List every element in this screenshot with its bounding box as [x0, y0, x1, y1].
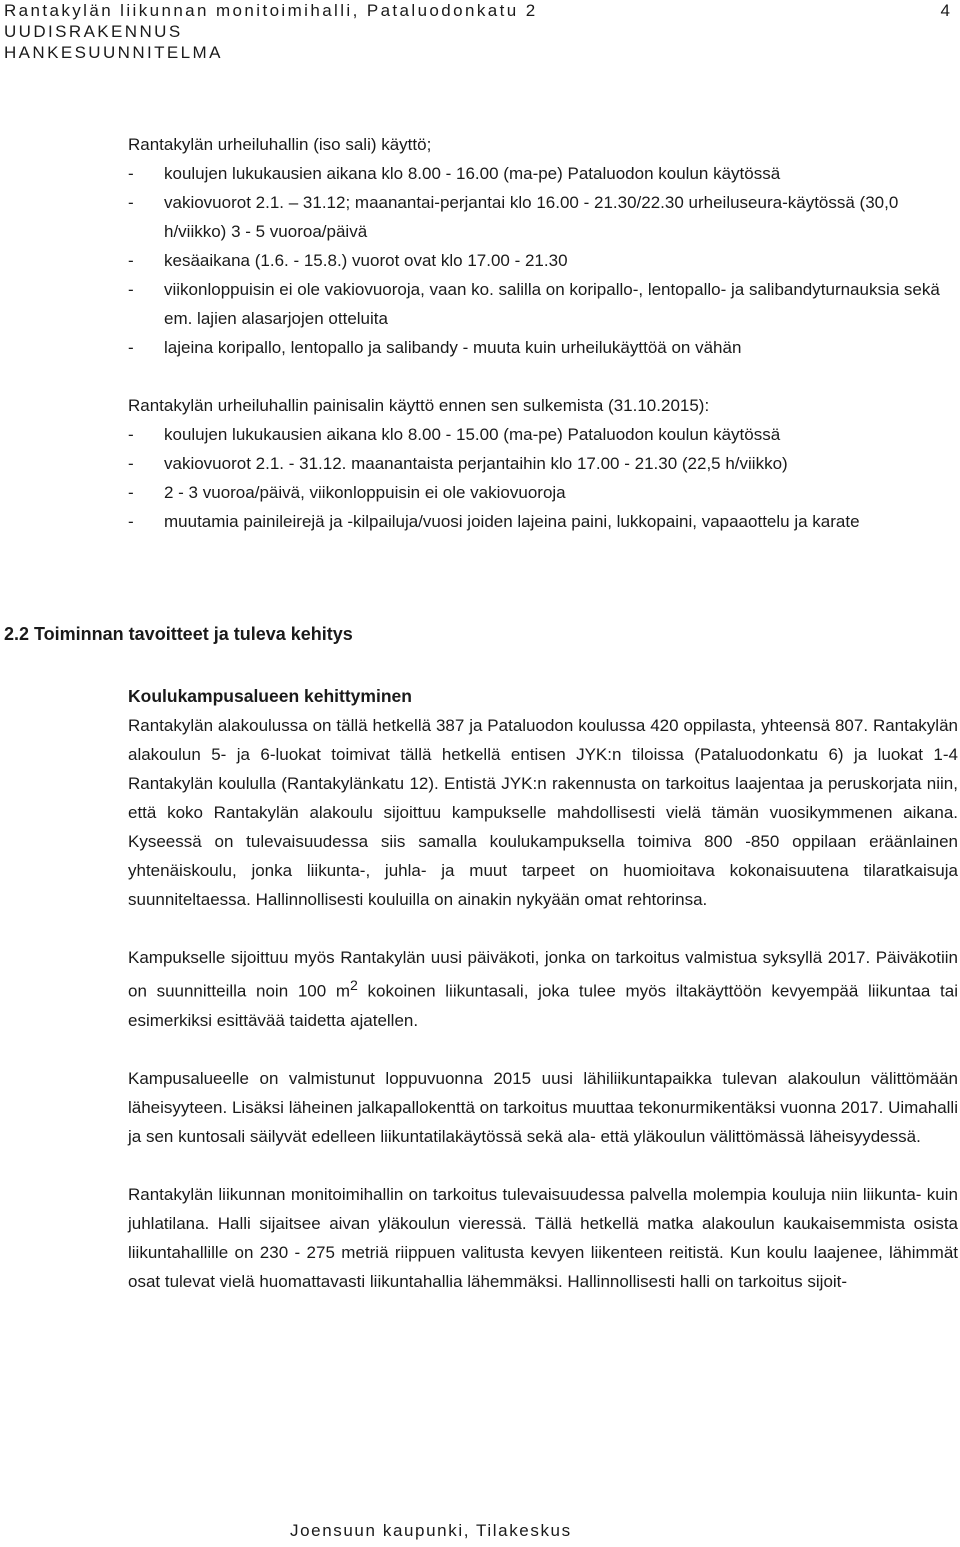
sub-heading: Koulukampusalueen kehittyminen [128, 686, 412, 706]
paragraph [128, 943, 958, 1035]
painisali-title: Rantakylän urheiluhallin painisalin käyttö ennen sen sulkemista (31.10.2015): [128, 396, 710, 415]
list-item: - vakiovuorot 2.1. – 31.12; maanantai-perjantai klo 16.00 - 21.30/22.30 urheiluseura-käytössä (30,0 h/viikko) 3 - 5 vuoroa/päivä [128, 188, 958, 246]
paragraph: Kampusalueelle on valmistunut loppuvuonna 2015 uusi lähiliikuntapaikka tulevan alakoulun välittömään läheisyyteen. Lisäksi läheinen jalkapallokenttä on tarkoitus muuttaa tekonurmikentäksi vuonna 2017. Uimahalli ja sen kuntosali säilyvät edelleen liikuntatilakäytössä sekä ala- että yläkoulun välittömässä läheisyydessä. [128, 1068, 958, 1146]
paragraph: Rantakylän alakoulussa on tällä hetkellä 387 ja Pataluodon koulussa 420 oppilasta, yhteensä 807. Rantakylän alakoulun 5- ja 6-luokat toimivat tällä hetkellä entisen JYK:n tiloissa (Pataluodonkatu 6) ja luokat 1-4 Rantakylän koululla (Rantakylänkatu 12). Entistä JYK:n rakennusta on tarkoitus laajentaa ja peruskorjata niin, että koko Rantakylän alakoulu sijoittuu kampukselle mahdollisesti vielä tämän vuosikymmenen aikana. Kyseessä on tulevaisuudessa siis samalla koulukampuksella toimiva 800 -850 oppilaan eräänlainen yhtenäiskoulu, jonka liikunta-, juhla- ja muut tarpeet on huomioitava kokonaisuutena tilaratkaisuja suunniteltaessa. Hallinnollisesti kouluilla on ainakin nykyään omat rehtorinsa. [128, 716, 958, 909]
list-item: - koulujen lukukausien aikana klo 8.00 - 15.00 (ma-pe) Pataluodon koulun käytössä [128, 420, 958, 449]
list-item: - viikonloppuisin ei ole vakiovuoroja, vaan ko. salilla on koripallo-, lentopallo- ja salibandyturnauksia sekä em. lajien alasarjojen otteluita [128, 275, 958, 333]
list-item: - muutamia painileirejä ja -kilpailuja/vuosi joiden lajeina paini, lukkopaini, vapaaottelu ja karate [128, 507, 958, 536]
paragraph-text: kokoinen liikuntasali, joka tulee myös iltakäyttöön kevyempää liikuntaa tai esimerkiksi esittävää taidetta ajatellen. [128, 981, 958, 1030]
list-item: - vakiovuorot 2.1. - 31.12. maanantaista perjantaihin klo 17.00 - 21.30 (22,5 h/viikko) [128, 449, 958, 478]
header-document-type: HANKESUUNNITELMA [4, 43, 223, 62]
section-body [128, 682, 958, 1296]
urheiluhalli-title: Rantakylän urheiluhallin (iso sali) käyttö; [128, 135, 432, 154]
usage-lists [128, 130, 958, 536]
painisali-list [128, 420, 958, 536]
section-heading: 2.2 Toiminnan tavoitteet ja tuleva kehitys [4, 624, 353, 644]
spacer [128, 362, 958, 391]
list-item: - 2 - 3 vuoroa/päivä, viikonloppuisin ei ole vakiovuoroja [128, 478, 958, 507]
page-number: 4 [940, 1, 950, 20]
urheiluhalli-list [128, 159, 958, 362]
page-footer: Joensuun kaupunki, Tilakeskus [290, 1521, 572, 1540]
superscript: 2 [350, 978, 358, 994]
header-project-type: UUDISRAKENNUS [4, 22, 183, 41]
paragraph: Rantakylän liikunnan monitoimihallin on tarkoitus tulevaisuudessa palvella molempia kouluja niin liikunta- kuin juhlatilana. Halli sijaitsee aivan yläkoulun vieressä. Tällä hetkellä matka alakoulun kaukaisemmista osista liikuntahallille on 230 - 275 metriä riippuen valitusta kevyen liikenteen reitistä. Kun koulu laajenee, lähimmät osat tulevat vielä huomattavasti liikuntahallia lähemmäksi. Hallinnollisesti halli on tarkoitus sijoit- [128, 1184, 958, 1291]
paragraph-text: Kampukselle sijoittuu myös Rantakylän uusi päiväkoti, jonka on tarkoitus valmistua syksyllä 2017. Päiväkotiin on suunnitteilla noin 100 m [128, 948, 958, 1001]
header-project-title: Rantakylän liikunnan monitoimihalli, Pataluodonkatu 2 [4, 1, 538, 20]
page-header [4, 0, 954, 63]
list-item: - lajeina koripallo, lentopallo ja salibandy - muuta kuin urheilukäyttöä on vähän [128, 333, 958, 362]
list-item: - koulujen lukukausien aikana klo 8.00 - 16.00 (ma-pe) Pataluodon koulun käytössä [128, 159, 958, 188]
list-item: - kesäaikana (1.6. - 15.8.) vuorot ovat klo 17.00 - 21.30 [128, 246, 958, 275]
